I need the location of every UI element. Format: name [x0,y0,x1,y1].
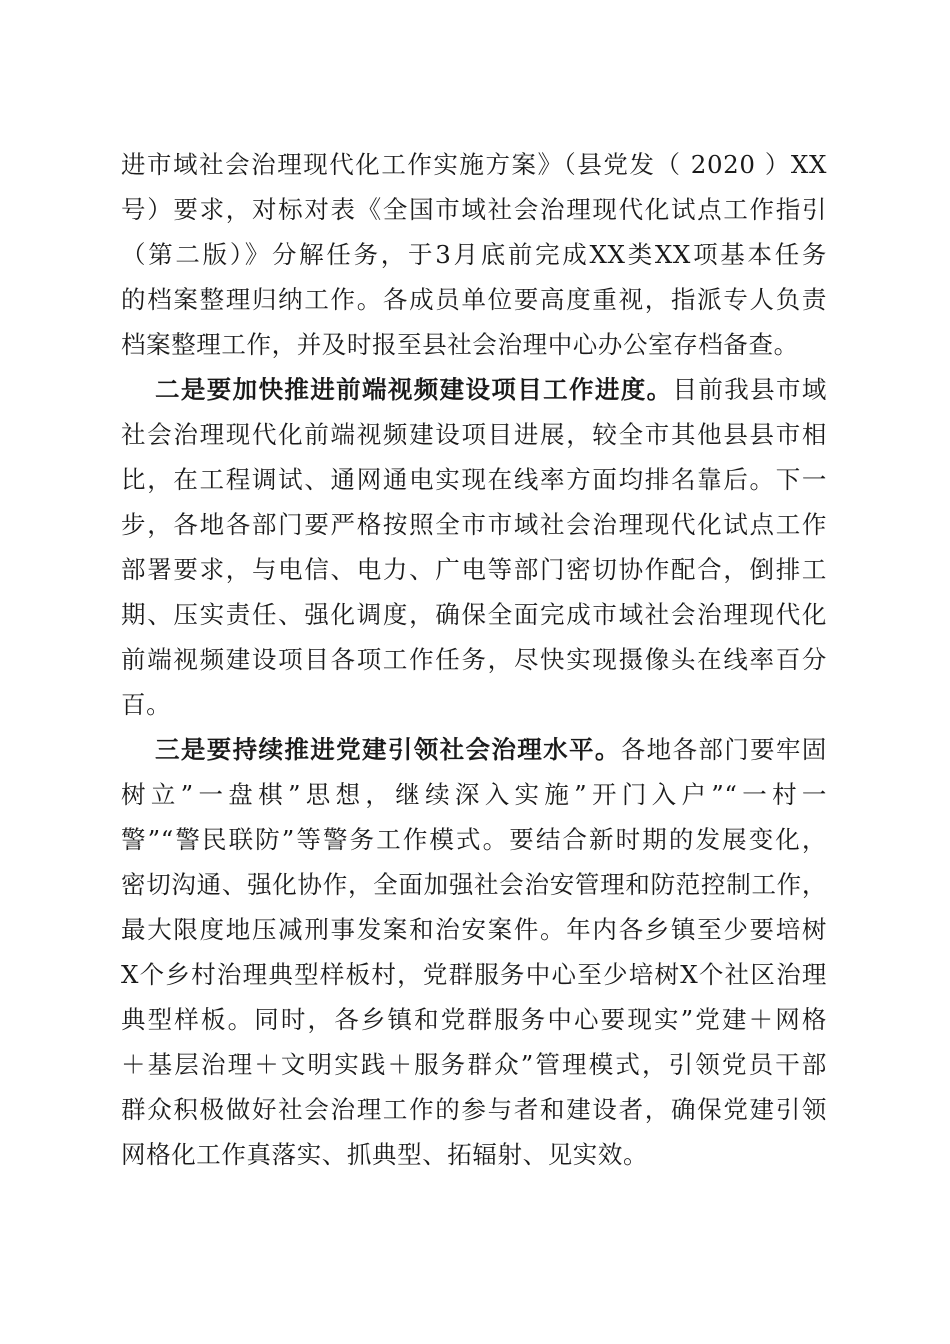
paragraph-3 [121,727,827,1177]
text-line: 步，各地各部门要严格按照全市市域社会治理现代化试点工作 [121,510,827,539]
text-line: （第二版）》分解任务，于3月底前完成XX类XX项基本任务 [121,240,827,269]
paragraph-2 [121,367,827,727]
text-line: ＋基层治理＋文明实践＋服务群众”管理模式，引领党员干部 [121,1050,827,1079]
text-line: 密切沟通、强化协作，全面加强社会治安管理和防范控制工作， [121,870,827,899]
text-line: 社会治理现代化前端视频建设项目进展，较全市其他县县市相 [121,420,827,449]
paragraph-3-heading: 三是要持续推进党建引领社会治理水平。 [155,735,621,764]
paragraph-2-first-line-rest: 目前我县市域 [672,375,827,404]
text-line: 比，在工程调试、通网通电实现在线率方面均排名靠后。下一 [121,465,827,494]
paragraph-1 [121,142,827,367]
text-line: 群众积极做好社会治理工作的参与者和建设者，确保党建引领 [121,1095,827,1124]
text-line: 最大限度地压减刑事发案和治安案件。年内各乡镇至少要培树 [121,915,827,944]
paragraph-3-first-line [121,727,827,772]
text-line: 号）要求，对标对表《全国市域社会治理现代化试点工作指引 [121,195,827,224]
text-line: 期、压实责任、强化调度，确保全面完成市域社会治理现代化 [121,600,827,629]
text-line: X个乡村治理典型样板村，党群服务中心至少培树X个社区治理 [121,960,827,989]
document-body [121,142,827,1177]
text-line: 进市域社会治理现代化工作实施方案》（县党发（ 2020 ）XX [121,150,827,179]
text-line: 网格化工作真落实、抓典型、拓辐射、见实效。 [121,1140,649,1169]
text-line: 部署要求，与电信、电力、广电等部门密切协作配合，倒排工 [121,555,827,584]
paragraph-2-first-line [121,367,827,412]
paragraph-2-heading: 二是要加快推进前端视频建设项目工作进度。 [155,375,673,404]
text-line: 档案整理工作，并及时报至县社会治理中心办公室存档备查。 [121,330,799,359]
text-line: 典型样板。同时，各乡镇和党群服务中心要现实”党建＋网格 [121,1005,827,1034]
text-line: 警”“警民联防”等警务工作模式。要结合新时期的发展变化， [121,825,827,854]
text-line: 树立”一盘棋”思想，继续深入实施”开门入户”“一村一 [121,780,827,809]
text-line: 前端视频建设项目各项工作任务，尽快实现摄像头在线率百分 [121,645,827,674]
paragraph-3-first-line-rest: 各地各部门要牢固 [620,735,827,764]
text-line: 的档案整理归纳工作。各成员单位要高度重视，指派专人负责 [121,285,827,314]
text-line: 百。 [121,690,172,719]
